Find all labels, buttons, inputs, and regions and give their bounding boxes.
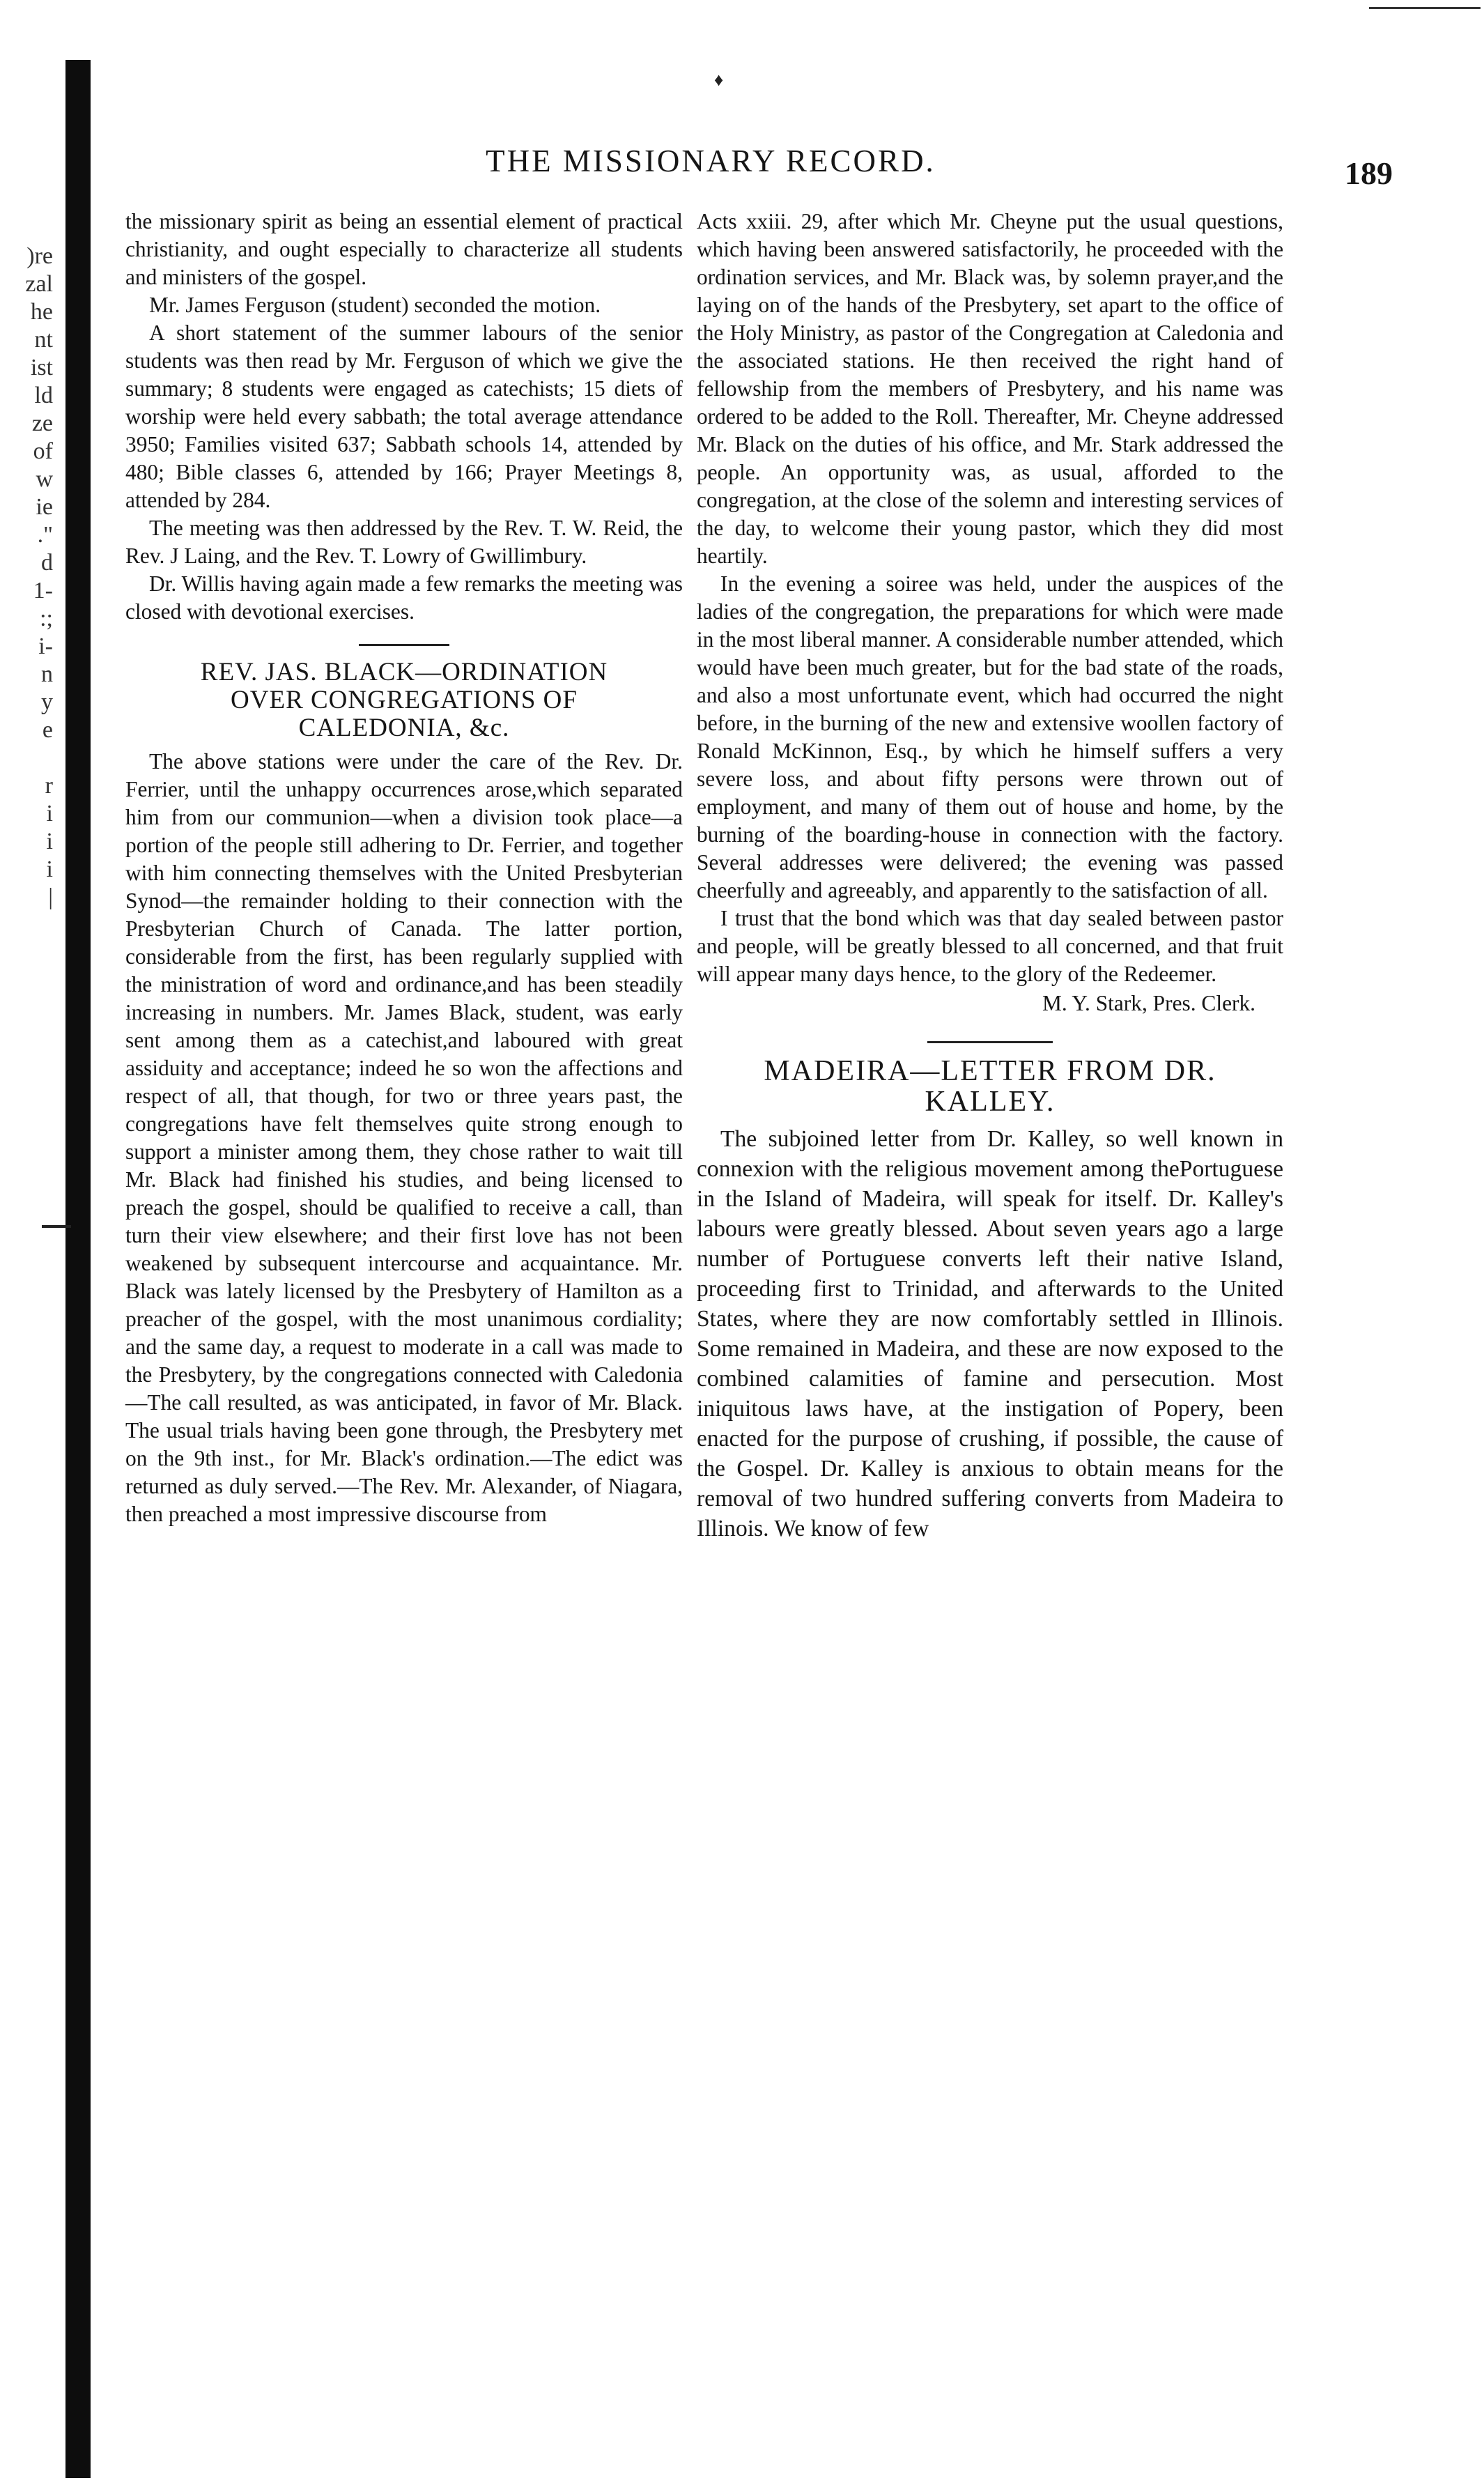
paragraph: A short statement of the summer labours of the senior students was then read by Mr. Ferguson of which we give the summary; 8 students were engaged as catechists; 15 diets of worship were held every sabbath; the total average attendance 3950; Families visited 637; Sabbath schools 14, attended by 480; Bible classes 6, attended by 166; Prayer Meetings 8, attended by 284.	[125, 321, 683, 512]
bleed-fragment: w	[36, 466, 53, 492]
margin-mark	[42, 1225, 71, 1228]
bleed-fragment: ist	[30, 355, 53, 380]
bleed-fragment: i	[46, 829, 53, 854]
bleed-fragment: ."	[37, 522, 53, 548]
section-heading-madeira	[697, 1056, 1283, 1117]
binding-gutter-shadow	[65, 60, 91, 2478]
section-divider	[927, 1041, 1053, 1043]
bleed-fragment: d	[41, 550, 53, 576]
right-column	[697, 208, 1283, 1544]
paragraph: the missionary spirit as being an essential element of practical christianity, and ought especially to characterize all students and ministers of the gospel.	[125, 209, 683, 289]
print-mark: ♦	[714, 70, 724, 90]
paragraph: I trust that the bond which was that day sealed between pastor and people, will be greatly blessed to all concerned, and that fruit will appear many days hence, to the glory of the Redeemer.	[697, 906, 1283, 986]
paragraph: Dr. Willis having again made a few remarks the meeting was closed with devotional exercises.	[125, 571, 683, 624]
heading-line: KALLEY.	[925, 1086, 1056, 1118]
paragraph: In the evening a soiree was held, under the auspices of the ladies of the congregation, the preparations for which were made in the most liberal manner. A considerable number attended, which would have been much greater, but for the bad state of the roads, and also a most unfortunate event, which had occurred the night before, in the burning of the new and extensive woollen factory of Ronald McKinnon, Esq., by which he himself suffers a very severe loss, and about fifty persons were thrown out of employment, and many of them out of house and home, by the burning of the boarding-house in connection with the factory. Several addresses were delivered; the evening was passed cheerfully and agreeably, and apparently to the satisfaction of all.	[697, 571, 1283, 902]
bleed-fragment: |	[48, 884, 53, 910]
heading-line: MADEIRA—LETTER FROM DR.	[764, 1055, 1216, 1087]
bleed-fragment: he	[30, 299, 53, 325]
heading-line: OVER CONGREGATIONS OF	[231, 686, 578, 714]
heading-line: CALEDONIA, &c.	[298, 714, 510, 742]
left-column	[125, 208, 683, 1528]
section-heading-ordination	[125, 659, 683, 742]
bleed-fragment: i	[46, 856, 53, 882]
page-number: 189	[1345, 155, 1393, 191]
paragraph: The subjoined letter from Dr. Kalley, so well known in connexion with the religious movement among thePortuguese in the Island of Madeira, will speak for itself. Dr. Kalley's labours were greatly blessed. About seven years ago a large number of Portuguese converts left their native Island, proceeding first to Trinidad, and afterwards to the United States, where they are now comfortably settled in Illinois. Some remained in Madeira, and these are now exposed to the combined calamities of famine and persecution. Most iniquitous laws have, at the instigation of Popery, been enacted for the purpose of crushing, if possible, the cause of the Gospel. Dr. Kalley is anxious to obtain means for the removal of two hundred suffering converts from Madeira to Illinois. We know of few	[697, 1126, 1283, 1541]
bleed-fragment: n	[41, 661, 53, 687]
facing-page-bleed	[0, 243, 56, 912]
paragraph: The above stations were under the care of the Rev. Dr. Ferrier, until the unhappy occurrences arose,which separated him from our communion—when a division took place—a portion of the people still adhering to Dr. Ferrier, and together with him connecting themselves with the United Presbyterian Synod—the remainder holding to their connection with the Presbyterian Church of Canada. The latter portion, considerable from the first, has been regularly supplied with the ministration of word and ordinance,and has been steadily increasing in numbers. Mr. James Black, student, was early sent among them as a catechist,and laboured with great assiduity and acceptance; indeed he so won the affections and respect of all, that though, for two or three years past, the congregations have felt themselves quite strong enough to support a minister among them, they chose rather to wait till Mr. Black had finished his studies, and being licensed to preach the gospel, should be qualified to receive a call, than turn their view elsewhere; and their first love has not been weakened by subsequent intercourse and acquaintance. Mr. Black was lately licensed by the Presbytery of Hamilton as a preacher of the gospel, with the most unanimous cordiality; and the same day, a request to moderate in a call was made to the Presbytery, by the congregations connected with Caledonia—The call resulted, as was anticipated, in favor of Mr. Black. The usual trials having been gone through, the Presbytery met on the 9th inst., for Mr. Black's ordination.—The edict was returned as duly served.—The Rev. Mr. Alexander, of Niagara, then preached a most impressive discourse from	[125, 749, 683, 1526]
section-divider	[359, 644, 449, 646]
bleed-fragment: nt	[34, 327, 53, 353]
bleed-fragment: ze	[31, 410, 53, 436]
heading-line: REV. JAS. BLACK—ORDINATION	[200, 658, 608, 686]
running-head: THE MISSIONARY RECORD.	[486, 144, 936, 178]
bleed-fragment: i	[46, 801, 53, 826]
paragraph: The meeting was then addressed by the Rev. T. W. Reid, the Rev. J Laing, and the Rev. T. Lowry of Gwillimbury.	[125, 516, 683, 568]
bleed-fragment: ld	[34, 383, 53, 408]
bleed-fragment: i-	[38, 633, 53, 659]
bleed-fragment: e	[42, 717, 53, 743]
paragraph: Mr. James Ferguson (student) seconded the motion.	[149, 293, 601, 317]
bleed-fragment: r	[45, 773, 53, 799]
bleed-fragment: )re	[26, 243, 53, 269]
paragraph: Acts xxiii. 29, after which Mr. Cheyne put the usual questions, which having been answered satisfactorily, he proceeded with the ordination services, and Mr. Black was, by solemn prayer,and the laying on of the hands of the Presbytery, set apart to the office of the Holy Ministry, as pastor of the Congregation at Caledonia and the associated stations. He then received the right hand of fellowship from the members of Presbytery, and his name was ordered to be added to the Roll. Thereafter, Mr. Cheyne addressed Mr. Black on the duties of his office, and Mr. Stark addressed the people. An opportunity was, as usual, afforded to the congregation, at the close of the solemn and interesting services of the day, to welcome their young pastor, which they did most heartily.	[697, 209, 1283, 568]
bleed-fragment: :;	[40, 606, 53, 631]
signature: M. Y. Stark, Pres. Clerk.	[1042, 991, 1255, 1015]
top-margin-rule	[1369, 7, 1481, 9]
bleed-fragment	[0, 744, 56, 772]
bleed-fragment: zal	[25, 271, 53, 297]
bleed-fragment: of	[33, 438, 53, 464]
bleed-fragment: ie	[36, 494, 53, 520]
bleed-fragment: 1-	[33, 578, 53, 603]
bleed-fragment: y	[41, 689, 53, 715]
